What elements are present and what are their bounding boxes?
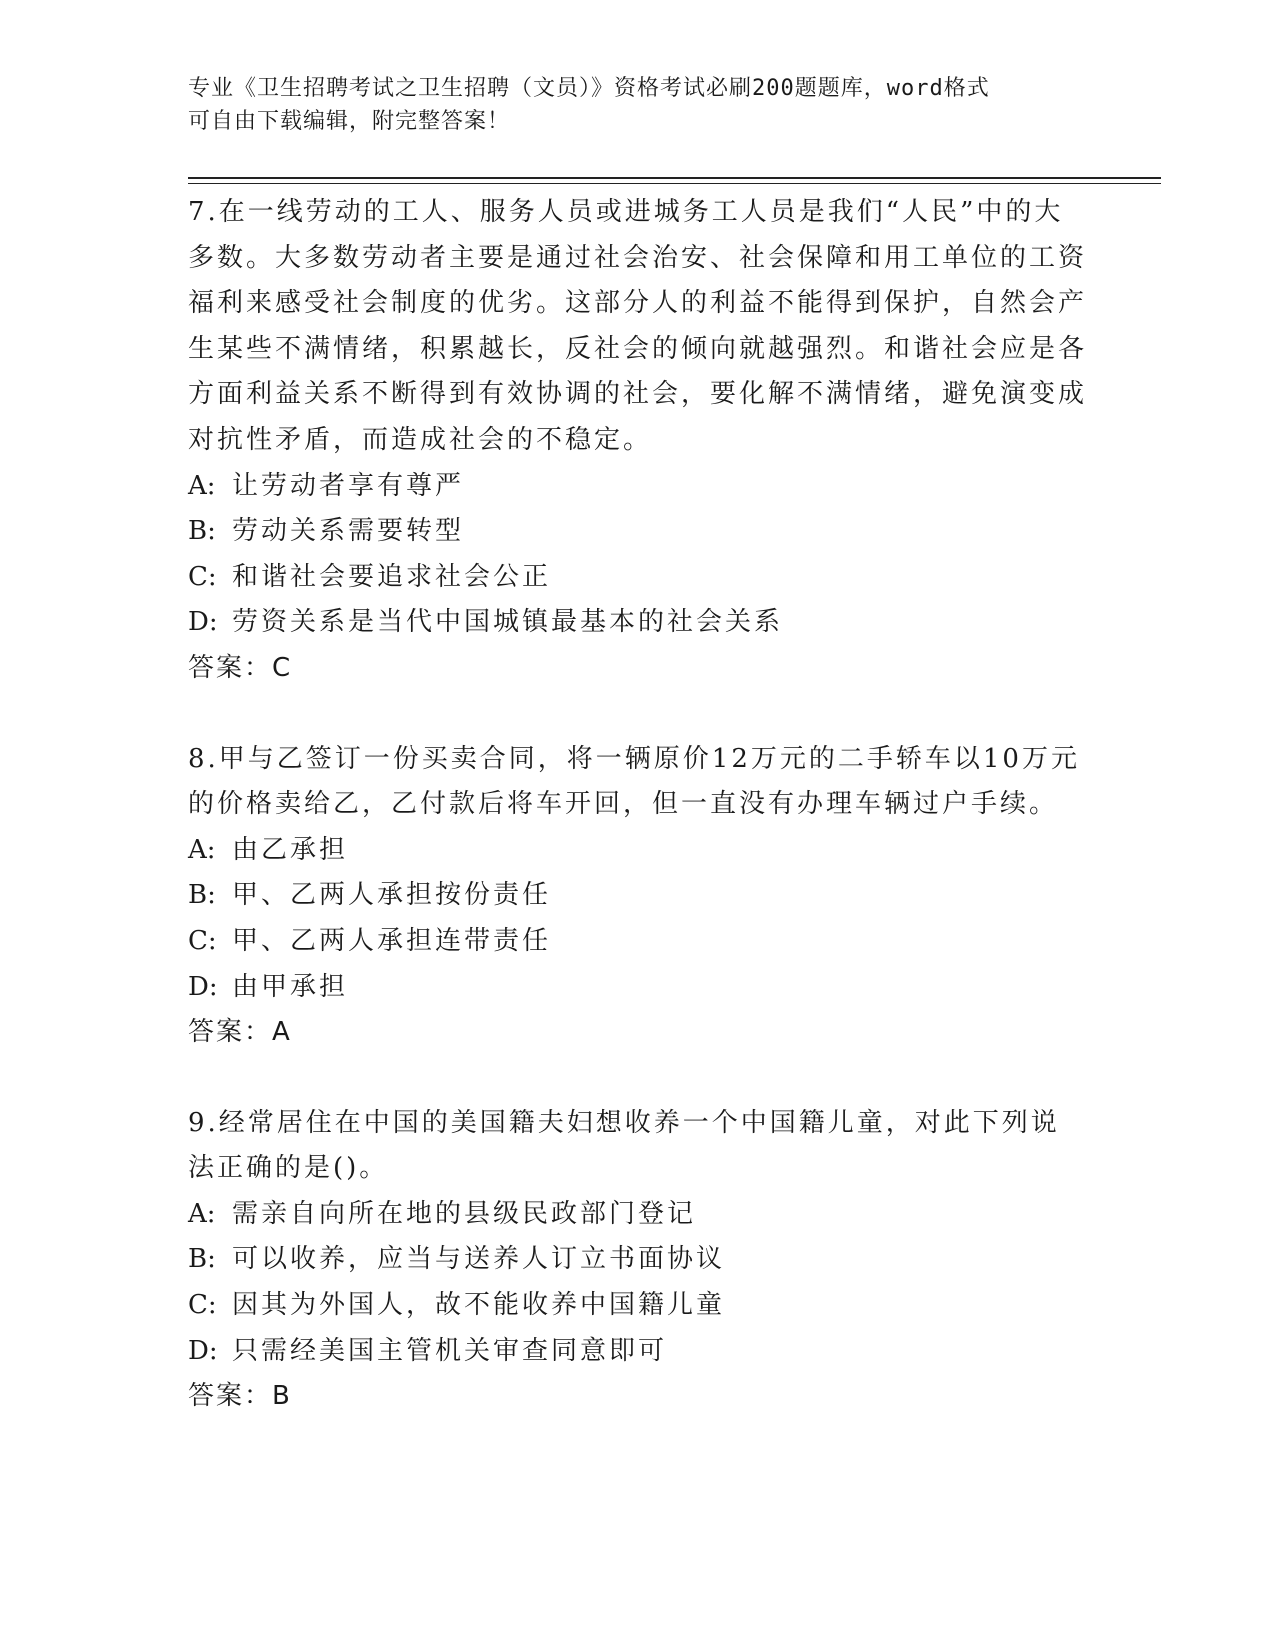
option-label: D: — [188, 607, 218, 638]
option-d — [188, 1329, 1088, 1375]
question-7 — [188, 190, 1088, 692]
option-label: C: — [188, 1290, 217, 1321]
question-8 — [188, 737, 1088, 1056]
option-text: 可以收养，应当与送养人订立书面协议 — [232, 1244, 726, 1275]
option-label: B: — [188, 516, 216, 547]
option-label: D: — [188, 971, 218, 1002]
option-text: 只需经美国主管机关审查同意即可 — [232, 1335, 668, 1366]
question-text: 8.甲与乙签订一份买卖合同，将一辆原价12万元的二手轿车以10万元的价格卖给乙，乙付款后将车开回，但一直没有办理车辆过户手续。 — [188, 743, 1080, 820]
option-label: B: — [188, 1244, 216, 1275]
option-a — [188, 1192, 1088, 1238]
option-label: B: — [188, 880, 216, 911]
option-a — [188, 828, 1088, 874]
option-label: C: — [188, 561, 217, 592]
header-divider-thin — [188, 183, 1161, 184]
option-c — [188, 1283, 1088, 1329]
option-d — [188, 965, 1088, 1011]
header-title-line-2: 可自由下载编辑，附完整答案！ — [188, 109, 511, 134]
option-label: A: — [188, 470, 216, 501]
document-header — [188, 72, 1088, 138]
answer — [188, 1010, 1088, 1056]
option-text: 由乙承担 — [232, 834, 349, 865]
answer-label: 答案： — [188, 652, 273, 683]
option-label: D: — [188, 1335, 218, 1366]
option-b — [188, 1237, 1088, 1283]
question-spacer — [188, 1056, 1088, 1101]
answer-value: A — [272, 1017, 290, 1048]
answer-value: B — [272, 1381, 290, 1412]
question-list — [188, 190, 1088, 1420]
option-text: 让劳动者享有尊严 — [232, 470, 465, 501]
option-text: 甲、乙两人承担连带责任 — [232, 925, 552, 956]
option-label: C: — [188, 925, 217, 956]
option-text: 和谐社会要追求社会公正 — [232, 561, 552, 592]
answer — [188, 646, 1088, 692]
question-text: 9.经常居住在中国的美国籍夫妇想收养一个中国籍儿童，对此下列说法正确的是()。 — [188, 1107, 1060, 1184]
option-text: 劳资关系是当代中国城镇最基本的社会关系 — [232, 607, 784, 638]
option-b — [188, 873, 1088, 919]
option-text: 甲、乙两人承担按份责任 — [232, 880, 552, 911]
header-title-line-1: 专业《卫生招聘考试之卫生招聘（文员）》资格考试必刷200题题库，word格式 — [188, 76, 990, 101]
option-label: A: — [188, 1198, 216, 1229]
option-d — [188, 600, 1088, 646]
option-b — [188, 509, 1088, 555]
option-text: 需亲自向所在地的县级民政部门登记 — [232, 1198, 697, 1229]
question-text: 7.在一线劳动的工人、服务人员或进城务工人员是我们“人民”中的大多数。大多数劳动者主要是通过社会治安、社会保障和用工单位的工资福利来感受社会制度的优劣。这部分人的利益不能得到保护，自然会产生某些不满情绪，积累越长，反社会的倾向就越强烈。和谐社会应是各方面利益关系不断得到有效协调的社会，要化解不满情绪，避免演变成对抗性矛盾，而造成社会的不稳定。 — [188, 197, 1088, 455]
answer — [188, 1374, 1088, 1420]
option-text: 因其为外国人，故不能收养中国籍儿童 — [232, 1290, 726, 1321]
answer-value: C — [272, 652, 291, 683]
answer-label: 答案： — [188, 1017, 273, 1048]
option-text: 由甲承担 — [232, 971, 349, 1002]
question-spacer — [188, 692, 1088, 737]
option-c — [188, 555, 1088, 601]
option-text: 劳动关系需要转型 — [232, 516, 465, 547]
question-9 — [188, 1101, 1088, 1420]
option-a — [188, 464, 1088, 510]
option-label: A: — [188, 834, 216, 865]
header-divider-thick — [188, 177, 1161, 179]
answer-label: 答案： — [188, 1381, 273, 1412]
option-c — [188, 919, 1088, 965]
